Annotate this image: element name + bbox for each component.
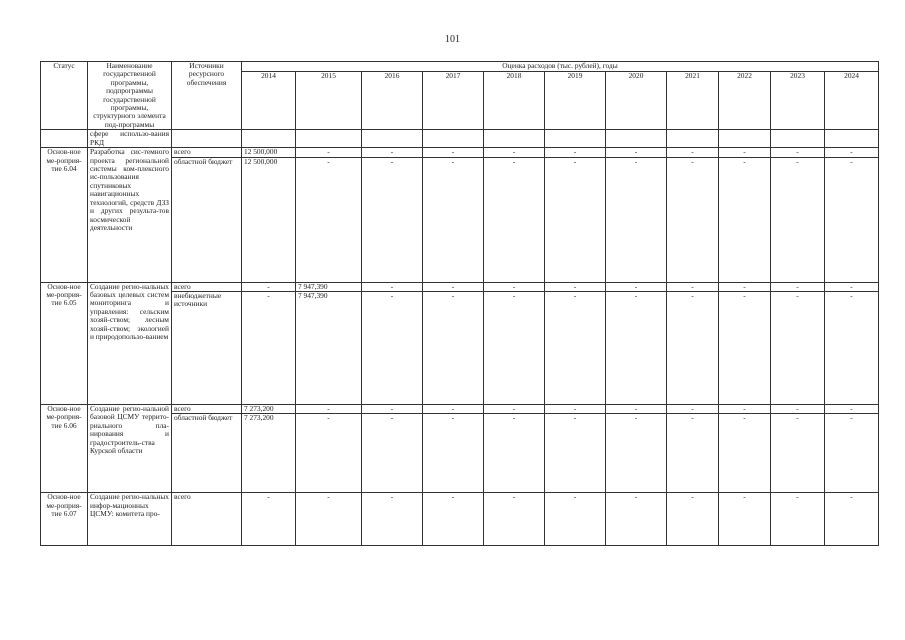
year-header-2014: 2014 [242, 71, 296, 130]
year-header-2022: 2022 [719, 71, 771, 130]
program-name-cell: Разработка сис-темного проекта региональной системы ком-плексного ис-пользования спутниковых навигационных технологий, средств ДЗЗ и других результа-тов космической деятельности [88, 148, 172, 282]
value-cell: - [825, 148, 879, 157]
value-cell: 12 500,000 [242, 148, 296, 157]
value-cell: - [484, 405, 545, 414]
source-cell: всего [172, 493, 242, 546]
value-cell: - [719, 148, 771, 157]
value-cell: - [606, 148, 667, 157]
source-cell: всего [172, 282, 242, 291]
value-cell: - [423, 414, 484, 493]
value-cell: - [667, 148, 719, 157]
value-cell: - [667, 282, 719, 291]
year-header-2021: 2021 [667, 71, 719, 130]
value-cell: - [362, 414, 423, 493]
value-cell: - [423, 282, 484, 291]
value-cell: - [484, 292, 545, 405]
value-cell: - [667, 405, 719, 414]
status-cell: Основ-ное ме-роприя-тие 6.06 [41, 405, 88, 493]
value-cell: - [423, 292, 484, 405]
value-cell: - [362, 292, 423, 405]
value-cell: - [771, 493, 825, 546]
source-cell: всего [172, 148, 242, 157]
expense-table [40, 61, 879, 546]
value-cell: - [825, 493, 879, 546]
value-cell: - [545, 414, 606, 493]
value-cell: - [545, 405, 606, 414]
header-estimate: Оценка расходов (тыс. рублей), годы [242, 62, 879, 72]
value-cell: - [667, 414, 719, 493]
value-cell: - [606, 282, 667, 291]
value-cell: - [362, 405, 423, 414]
value-cell: - [771, 405, 825, 414]
status-cell: Основ-ное ме-роприя-тие 6.07 [41, 493, 88, 546]
value-cell: - [719, 282, 771, 291]
value-cell: - [825, 282, 879, 291]
empty-cell [606, 130, 667, 148]
value-cell: - [771, 292, 825, 405]
value-cell: - [362, 493, 423, 546]
value-cell: - [484, 493, 545, 546]
empty-cell [296, 130, 362, 148]
empty-cell [825, 130, 879, 148]
program-name-cell: Создание регио-нальной базовой ЦСМУ террито-риального пла-нирования и градостроитель-ства Курской области [88, 405, 172, 493]
empty-cell [771, 130, 825, 148]
year-header-2016: 2016 [362, 71, 423, 130]
value-cell: 7 273,200 [242, 414, 296, 493]
value-cell: - [825, 405, 879, 414]
value-cell: - [719, 292, 771, 405]
value-cell: - [606, 405, 667, 414]
empty-cell [667, 130, 719, 148]
year-header-2020: 2020 [606, 71, 667, 130]
table-row [41, 282, 879, 291]
value-cell: - [771, 157, 825, 282]
empty-cell [484, 130, 545, 148]
year-header-2018: 2018 [484, 71, 545, 130]
year-header-2015: 2015 [296, 71, 362, 130]
value-cell: - [667, 292, 719, 405]
header-status: Статус [41, 62, 88, 130]
header-name: Наименование государственной программы, подпрограммы государственной программы, структурного элемента под-программы [88, 62, 172, 130]
value-cell: - [545, 292, 606, 405]
program-name-cell: Создание регио-нальных базовых целевых систем мониторинга и управления: сельским хозяй-ством; лесным хозяй-ством; экологией и природопользо-ванием [88, 282, 172, 404]
program-name-cell: сфере использо-вания РКД [88, 130, 172, 148]
value-cell: - [606, 493, 667, 546]
value-cell: - [296, 148, 362, 157]
value-cell: - [667, 493, 719, 546]
program-name-cell: Создание регио-нальных инфор-мационных ЦСМУ: комитета про- [88, 493, 172, 546]
value-cell: - [545, 282, 606, 291]
source-cell: областной бюджет [172, 157, 242, 282]
value-cell: - [545, 157, 606, 282]
value-cell: - [484, 157, 545, 282]
status-cell: Основ-ное ме-роприя-тие 6.05 [41, 282, 88, 404]
value-cell: - [825, 157, 879, 282]
value-cell: - [484, 414, 545, 493]
value-cell: - [825, 414, 879, 493]
source-cell: всего [172, 405, 242, 414]
value-cell: 7 947,390 [296, 292, 362, 405]
year-header-2023: 2023 [771, 71, 825, 130]
value-cell: - [296, 405, 362, 414]
value-cell: - [719, 414, 771, 493]
value-cell: - [545, 148, 606, 157]
value-cell: - [771, 414, 825, 493]
empty-cell [172, 130, 242, 148]
value-cell: - [423, 148, 484, 157]
table-row [41, 493, 879, 546]
value-cell: - [667, 157, 719, 282]
status-cell: Основ-ное ме-роприя-тие 6.04 [41, 148, 88, 282]
value-cell: - [606, 292, 667, 405]
value-cell: - [423, 157, 484, 282]
value-cell: - [825, 292, 879, 405]
value-cell: - [606, 157, 667, 282]
empty-cell [362, 130, 423, 148]
value-cell: - [362, 282, 423, 291]
value-cell: - [606, 414, 667, 493]
value-cell: - [423, 405, 484, 414]
value-cell: - [296, 414, 362, 493]
value-cell: - [719, 493, 771, 546]
value-cell: - [484, 282, 545, 291]
status-cell [41, 130, 88, 148]
value-cell: - [719, 405, 771, 414]
value-cell: - [242, 493, 296, 546]
value-cell: - [242, 292, 296, 405]
value-cell: 12 500,000 [242, 157, 296, 282]
value-cell: 7 273,200 [242, 405, 296, 414]
value-cell: 7 947,390 [296, 282, 362, 291]
value-cell: - [719, 157, 771, 282]
empty-cell [423, 130, 484, 148]
year-header-2017: 2017 [423, 71, 484, 130]
empty-cell [719, 130, 771, 148]
value-cell: - [362, 157, 423, 282]
value-cell: - [423, 493, 484, 546]
table-row [41, 148, 879, 157]
table-row [41, 405, 879, 414]
value-cell: - [242, 282, 296, 291]
empty-cell [242, 130, 296, 148]
year-header-2019: 2019 [545, 71, 606, 130]
year-header-2024: 2024 [825, 71, 879, 130]
value-cell: - [545, 493, 606, 546]
value-cell: - [296, 157, 362, 282]
empty-cell [545, 130, 606, 148]
value-cell: - [362, 148, 423, 157]
value-cell: - [484, 148, 545, 157]
value-cell: - [296, 493, 362, 546]
header-sources: Источники ресурсного обеспечения [172, 62, 242, 130]
source-cell: областной бюджет [172, 414, 242, 493]
page-number: 101 [445, 34, 460, 45]
value-cell: - [771, 282, 825, 291]
source-cell: внебюджетные источники [172, 292, 242, 405]
value-cell: - [771, 148, 825, 157]
